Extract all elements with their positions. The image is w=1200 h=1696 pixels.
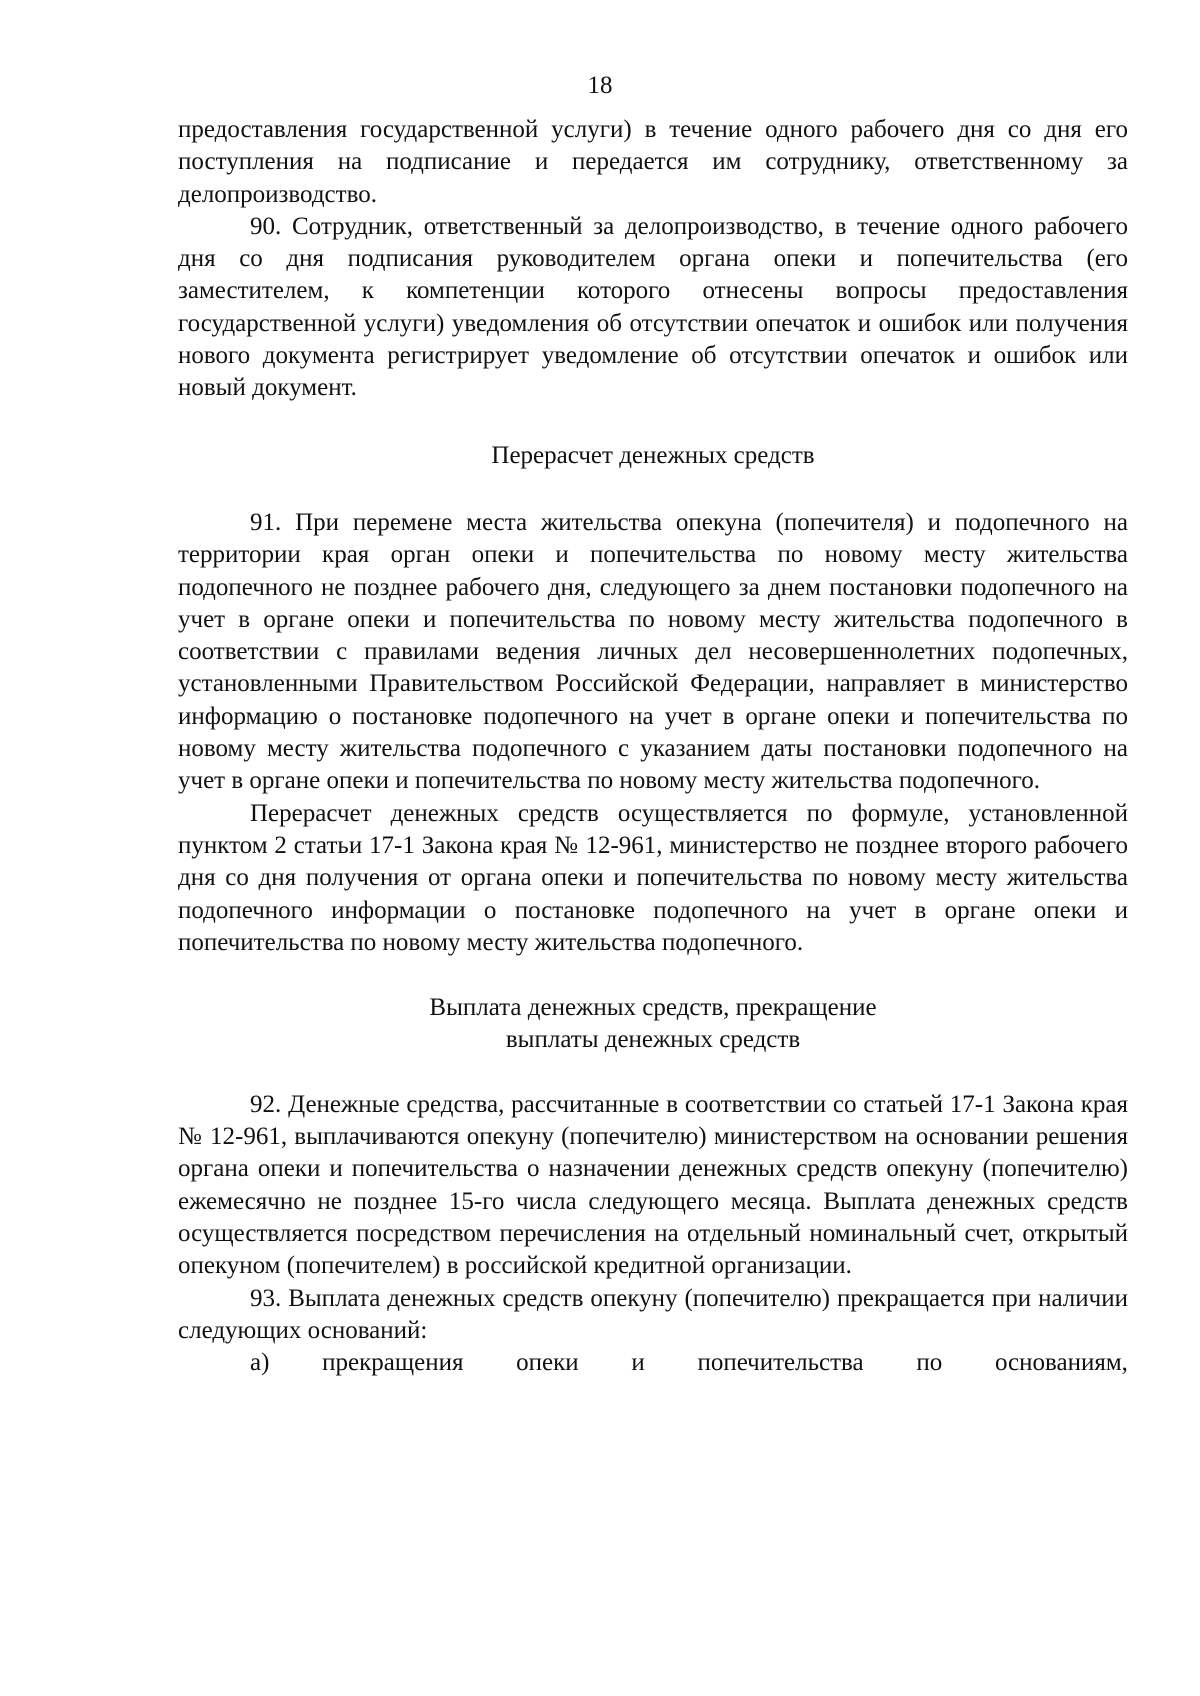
section-heading-payment-line-2: выплаты денежных средств [505,1026,801,1054]
paragraph-92: 92. Денежные средства, рассчитанные в соответствии со статьей 17-1 Закона края № 12-961, выплачиваются опекуну (попечителю) министерством на основании решения органа опеки и попечительства о назначении денежных средств опекуну (попечителю) ежемесячно не позднее 15-го числа следующего месяца. Выплата денежных средств осуществляется посредством перечисления на отдельный номинальный счет, открытый опекуном (попечителем) в российской кредитной организации. [178,1090,1128,1280]
list-item-a-word: а) [250,1349,270,1377]
list-item-a-word: основаниям, [994,1349,1128,1377]
page-number: 18 [587,72,613,99]
list-item-a [178,1347,1128,1379]
paragraph-90: 90. Сотрудник, ответственный за делопроизводство, в течение одного рабочего дня со дня подписания руководителем органа опеки и попечительства (его заместителем, к компетенции которого отнесены вопросы предоставления государственной услуги) уведомления об отсутствии опечаток и ошибок или получения нового документа регистрирует уведомление об отсутствии опечаток и ошибок или новый документ. [178,212,1128,402]
section-heading-recalculation: Перерасчет денежных средств [491,441,815,469]
list-item-a-word: попечительства [697,1349,864,1377]
paragraph-91-recalculation: Перерасчет денежных средств осуществляется по формуле, установленной пунктом 2 статьи 17-1 Закона края № 12-961, министерство не позднее второго рабочего дня со дня получения от органа опеки и попечительства по новому месту жительства подопечного информации о постановке подопечного на учет в органе опеки и попечительства по новому месту жительства подопечного. [178,799,1128,956]
list-item-a-word: и [631,1349,645,1377]
paragraph-91: 91. При перемене места жительства опекуна (попечителя) и подопечного на территории края орган опеки и попечительства по новому месту жительства подопечного не позднее рабочего дня, следующего за днем постановки подопечного на учет в органе опеки и попечительства по новому месту жительства подопечного в соответствии с правилами ведения личных дел несовершеннолетних подопечных, установленными Правительством Российской Федерации, направляет в министерство информацию о постановке подопечного на учет в органе опеки и попечительства по новому месту жительства подопечного с указанием даты постановки подопечного на учет в органе опеки и попечительства по новому месту жительства подопечного. [178,508,1128,795]
list-item-a-word: опеки [516,1349,579,1377]
paragraph-93: 93. Выплата денежных средств опекуну (попечителю) прекращается при наличии следующих оснований: [178,1284,1128,1344]
list-item-a-word: прекращения [322,1349,464,1377]
document-body [178,114,1128,1379]
paragraph-continuation: предоставления государственной услуги) в течение одного рабочего дня со дня его поступления на подписание и передается им сотруднику, ответственному за делопроизводство. [178,116,1128,208]
section-heading-payment-line-1: Выплата денежных средств, прекращение [429,994,877,1022]
list-item-a-word: по [916,1349,943,1377]
